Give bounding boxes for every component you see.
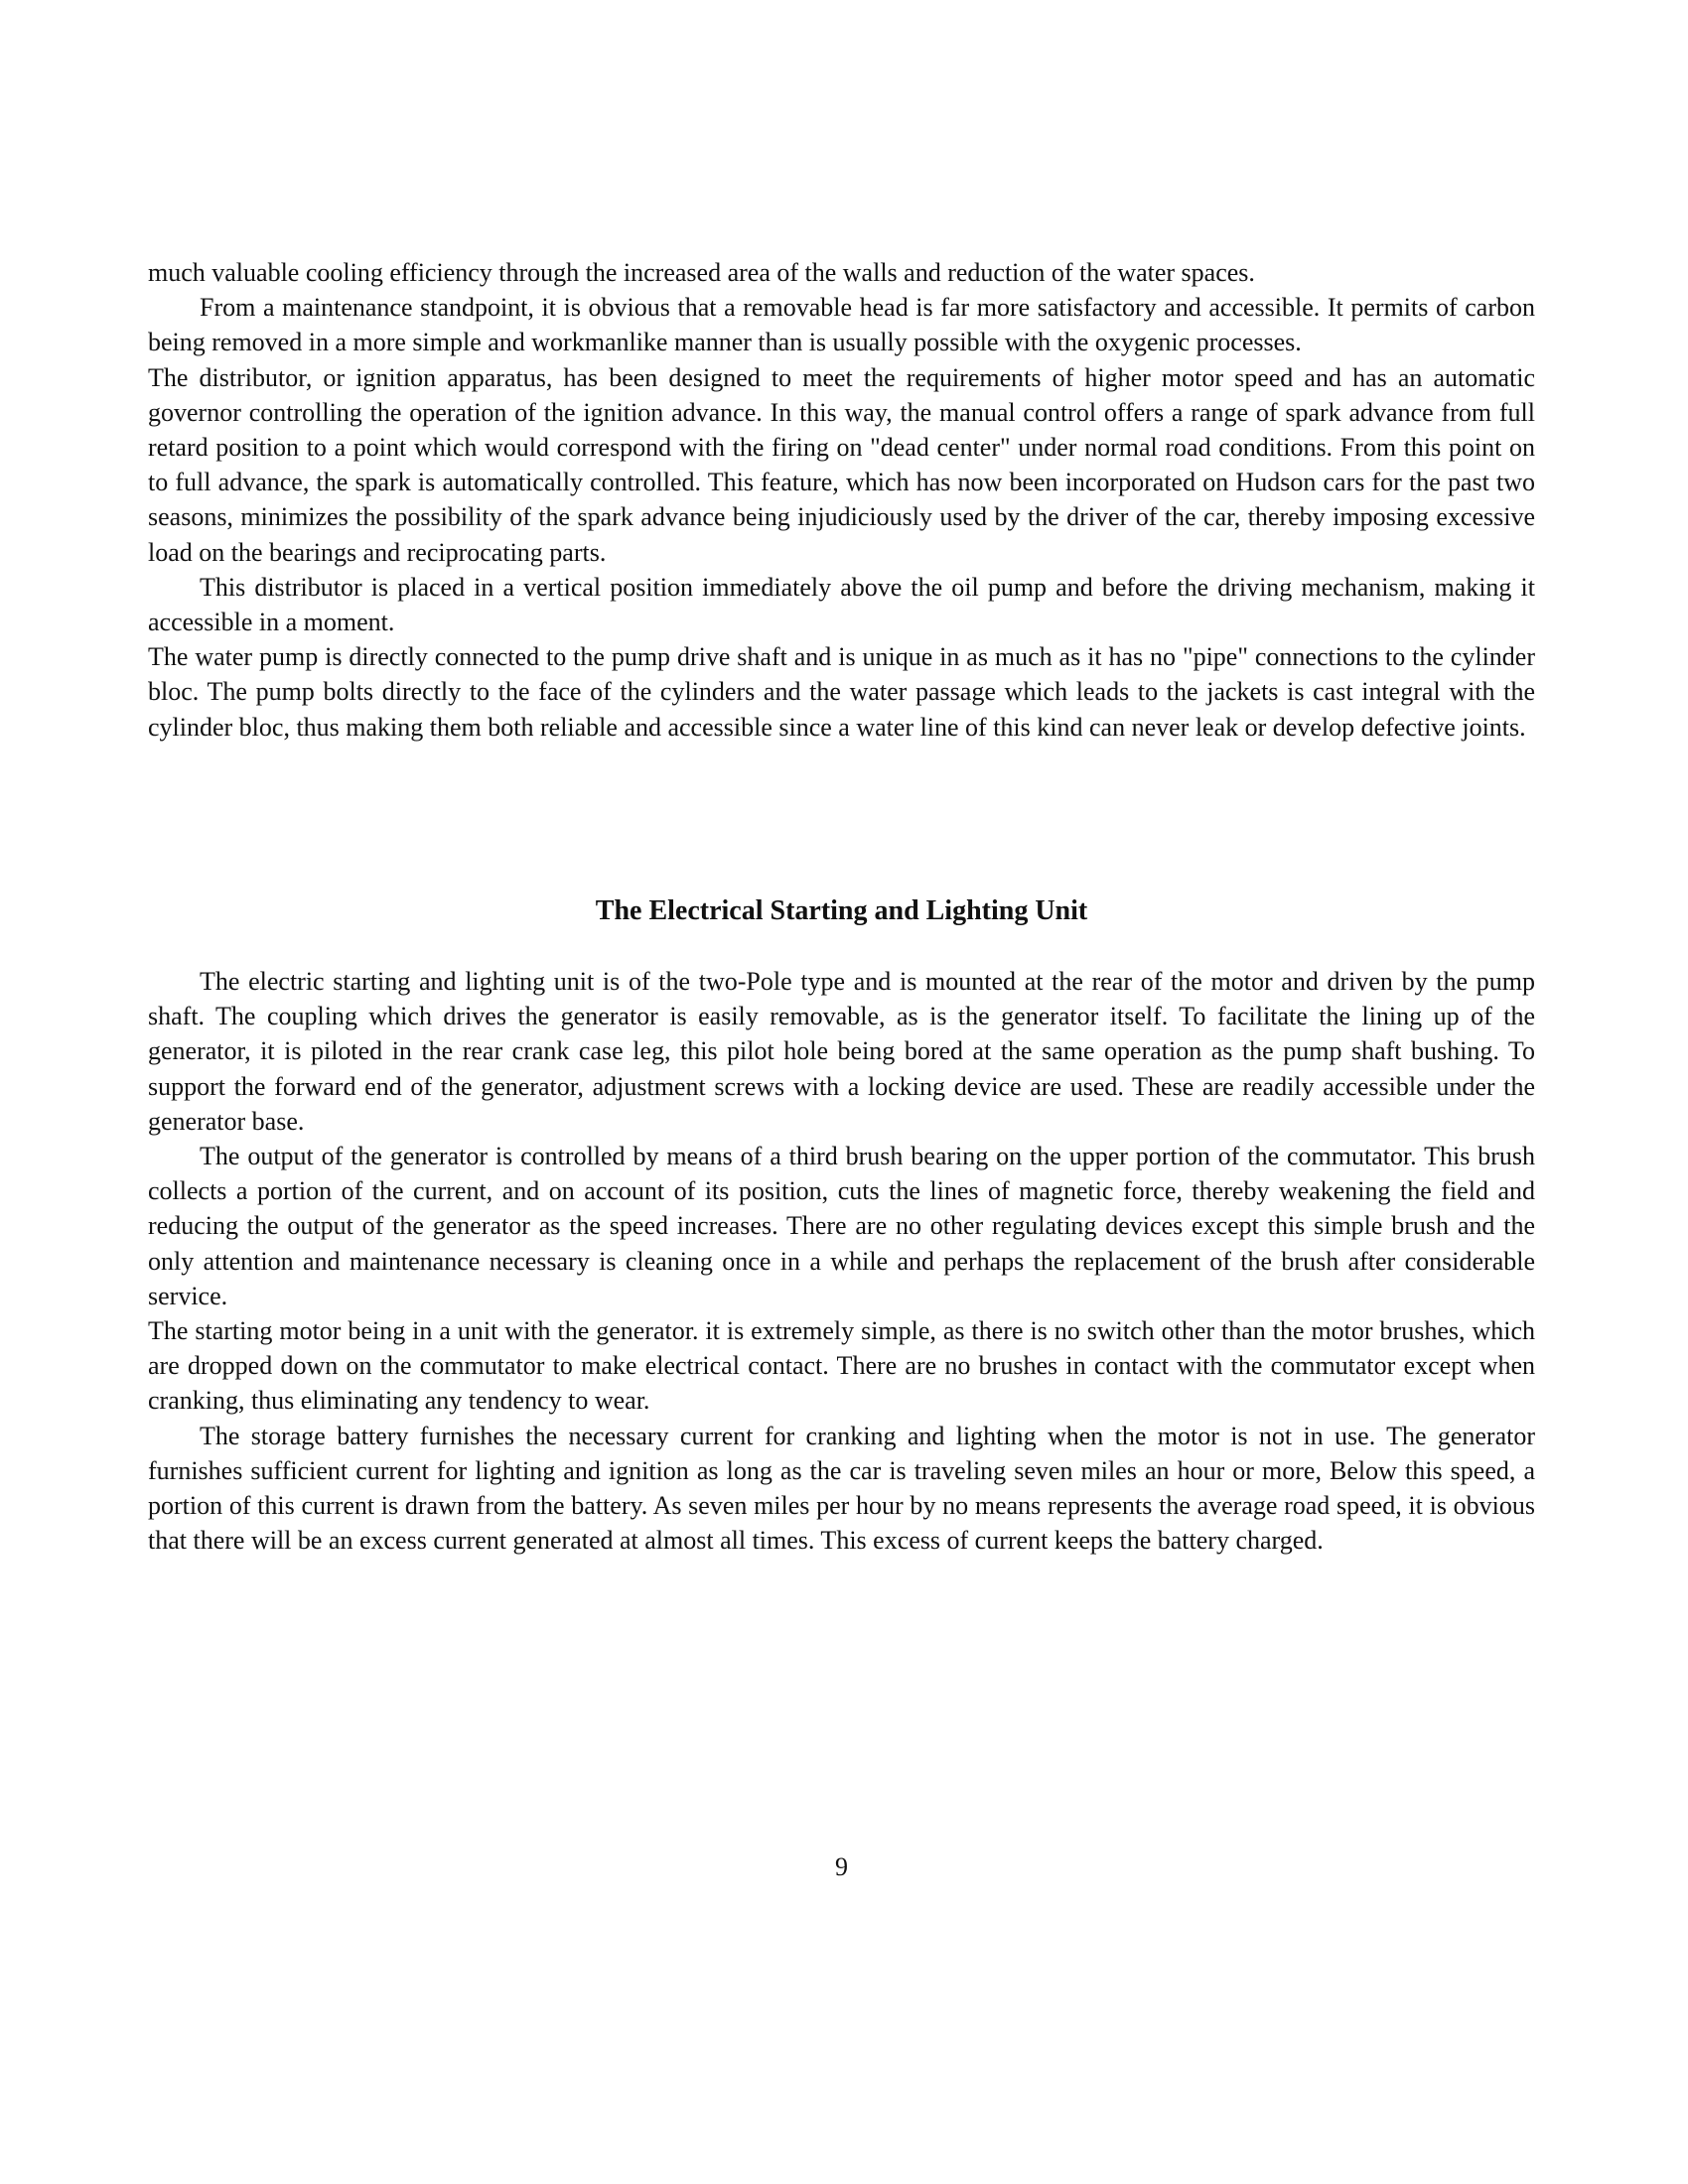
paragraph: The distributor, or ignition apparatus, has been designed to meet the requirements of higher motor speed and has an automatic governor controlling the operation of the ignition advance. In this way, the manual control offers a range of spark advance from full retard position to a point which would correspond with the firing on "dead center" under normal road conditions. From this point on to full advance, the spark is automatically controlled. This feature, which has now been incorporated on Hudson cars for the past two seasons, minimizes the possibility of the spark advance being injudiciously used by the driver of the car, thereby imposing excessive load on the bearings and reciprocating parts. xyxy=(148,362,1535,567)
paragraph: This distributor is placed in a vertical position immediately above the oil pump and before the driving mechanism, making it accessible in a moment. xyxy=(148,572,1535,637)
paragraph: The electric starting and lighting unit is of the two-Pole type and is mounted at the rear of the motor and driven by the pump shaft. The coupling which drives the generator is easily removable, as is the generator itself. To facilitate the lining up of the generator, it is piloted in the rear crank case leg, this pilot hole being bored at the same operation as the pump shaft bushing. To support the forward end of the generator, adjustment screws with a locking device are used. These are readily accessible under the generator base. xyxy=(148,967,1535,1136)
paragraph: The starting motor being in a unit with the generator. it is extremely simple, as there is no switch other than the motor brushes, which are dropped down on the commutator to make electrical contact. There are no brushes in contact with the commutator except when cranking, thus eliminating any tendency to wear. xyxy=(148,1316,1535,1416)
paragraph: The output of the generator is controlled by means of a third brush bearing on the upper portion of the commutator. This brush collects a portion of the current, and on account of its position, cuts the lines of magnetic force, thereby weakening the field and reducing the output of the generator as the speed increases. There are no other regulating devices except this simple brush and the only attention and maintenance necessary is cleaning once in a while and perhaps the replacement of the brush after considerable service. xyxy=(148,1142,1535,1310)
paragraph: From a maintenance standpoint, it is obvious that a removable head is far more satisfactory and accessible. It permits of carbon being removed in a more simple and workmanlike manner than is usually possible with the oxygenic processes. xyxy=(148,293,1535,357)
paragraph: The storage battery furnishes the necessary current for cranking and lighting when the motor is not in use. The generator furnishes sufficient current for lighting and ignition as long as the car is traveling seven miles an hour or more, Below this speed, a portion of this current is drawn from the battery. As seven miles per hour by no means represents the average road speed, it is obvious that there will be an excess current generated at almost all times. This excess of current keeps the battery charged. xyxy=(148,1421,1535,1556)
paragraph: much valuable cooling efficiency through the increased area of the walls and reduction of the water spaces. xyxy=(148,258,1255,287)
page-number: 9 xyxy=(835,1852,848,1881)
body-text-bottom xyxy=(148,964,1535,1558)
section-heading: The Electrical Starting and Lighting Unit xyxy=(595,895,1088,926)
paragraph: The water pump is directly connected to the pump drive shaft and is unique in as much as it has no "pipe" connections to the cylinder bloc. The pump bolts directly to the face of the cylinders and the water passage which leads to the jackets is cast integral with the cylinder bloc, thus making them both reliable and accessible since a water line of this kind can never leak or develop defective joints. xyxy=(148,642,1535,742)
body-text-top xyxy=(148,255,1535,745)
